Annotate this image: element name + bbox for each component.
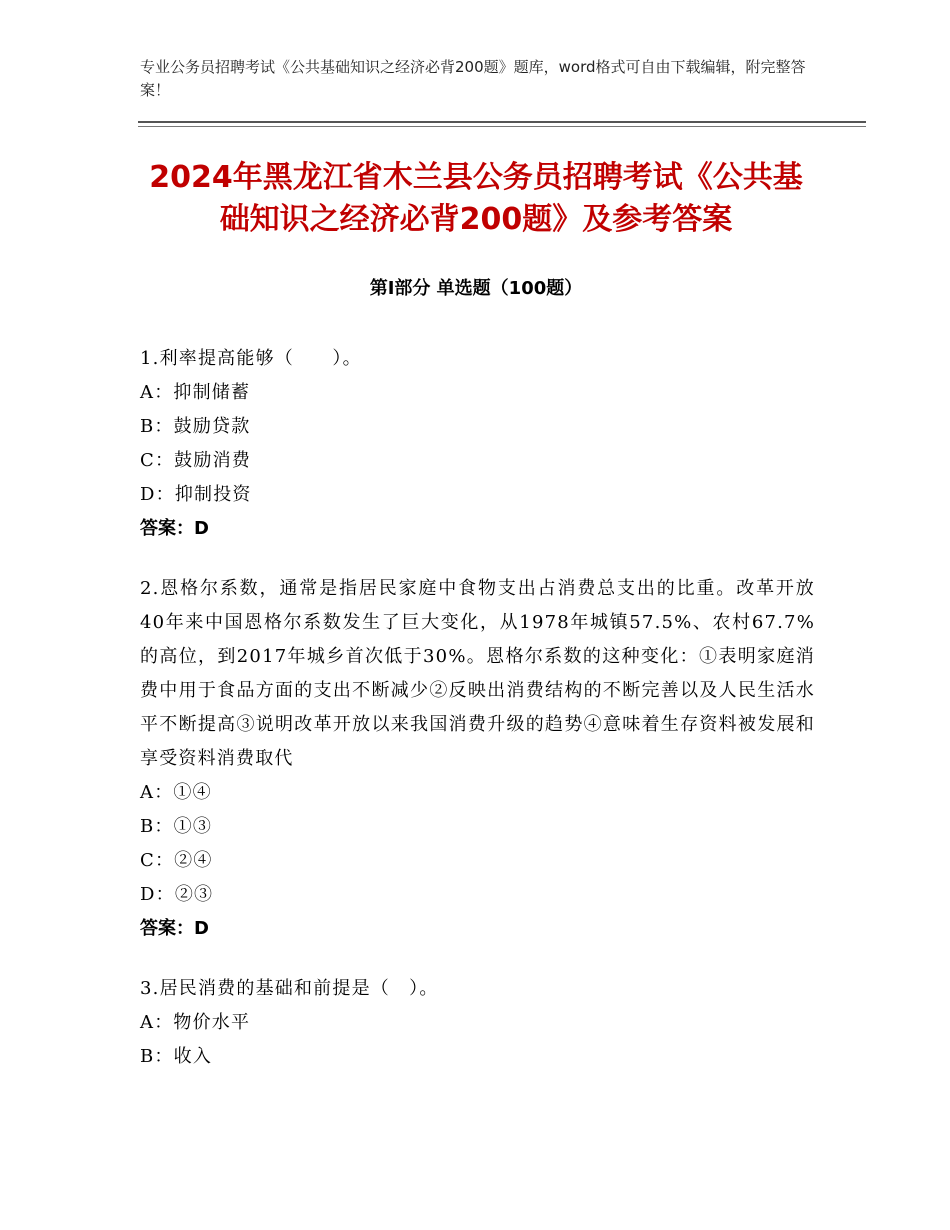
option-a: A：物价水平 — [140, 1012, 251, 1033]
option-b: B：①③ — [140, 816, 213, 837]
header-rule-thin — [138, 126, 866, 127]
option-d: D：②③ — [140, 884, 214, 905]
option-d: D：抑制投资 — [140, 484, 252, 505]
question-3 — [140, 972, 815, 1074]
answer-line: 答案：D — [140, 918, 209, 939]
option-b: B：鼓励贷款 — [140, 416, 251, 437]
document-title: 2024年黑龙江省木兰县公务员招聘考试《公共基础知识之经济必背200题》及参考答案 — [149, 160, 803, 237]
option-b: B：收入 — [140, 1046, 213, 1067]
question-text: 2.恩格尔系数，通常是指居民家庭中食物支出占消费总支出的比重。改革开放40年来中国恩格尔系数发生了巨大变化，从1978年城镇57.5%、农村67.7%的高位，到2017年城乡首次低于30%。恩格尔系数的这种变化：①表明家庭消费中用于食品方面的支出不断减少②反映出消费结构的不断完善以及人民生活水平不断提高③说明改革开放以来我国消费升级的趋势④意味着生存资料被发展和享受资料消费取代 — [140, 578, 815, 769]
question-text: 1.利率提高能够（ ）。 — [140, 348, 362, 369]
header-rule-thick — [138, 121, 866, 123]
question-text: 3.居民消费的基础和前提是（ ）。 — [140, 978, 439, 999]
question-1 — [140, 342, 815, 546]
question-2 — [140, 572, 815, 946]
option-a: A：①④ — [140, 782, 212, 803]
answer-line: 答案：D — [140, 518, 209, 539]
section-heading: 第I部分 单选题（100题） — [369, 278, 583, 299]
header-note: 专业公务员招聘考试《公共基础知识之经济必背200题》题库，word格式可自由下载编辑，附完整答案！ — [140, 58, 806, 99]
option-c: C：②④ — [140, 850, 213, 871]
option-a: A：抑制储蓄 — [140, 382, 251, 403]
option-c: C：鼓励消费 — [140, 450, 251, 471]
question-list — [140, 342, 815, 1100]
